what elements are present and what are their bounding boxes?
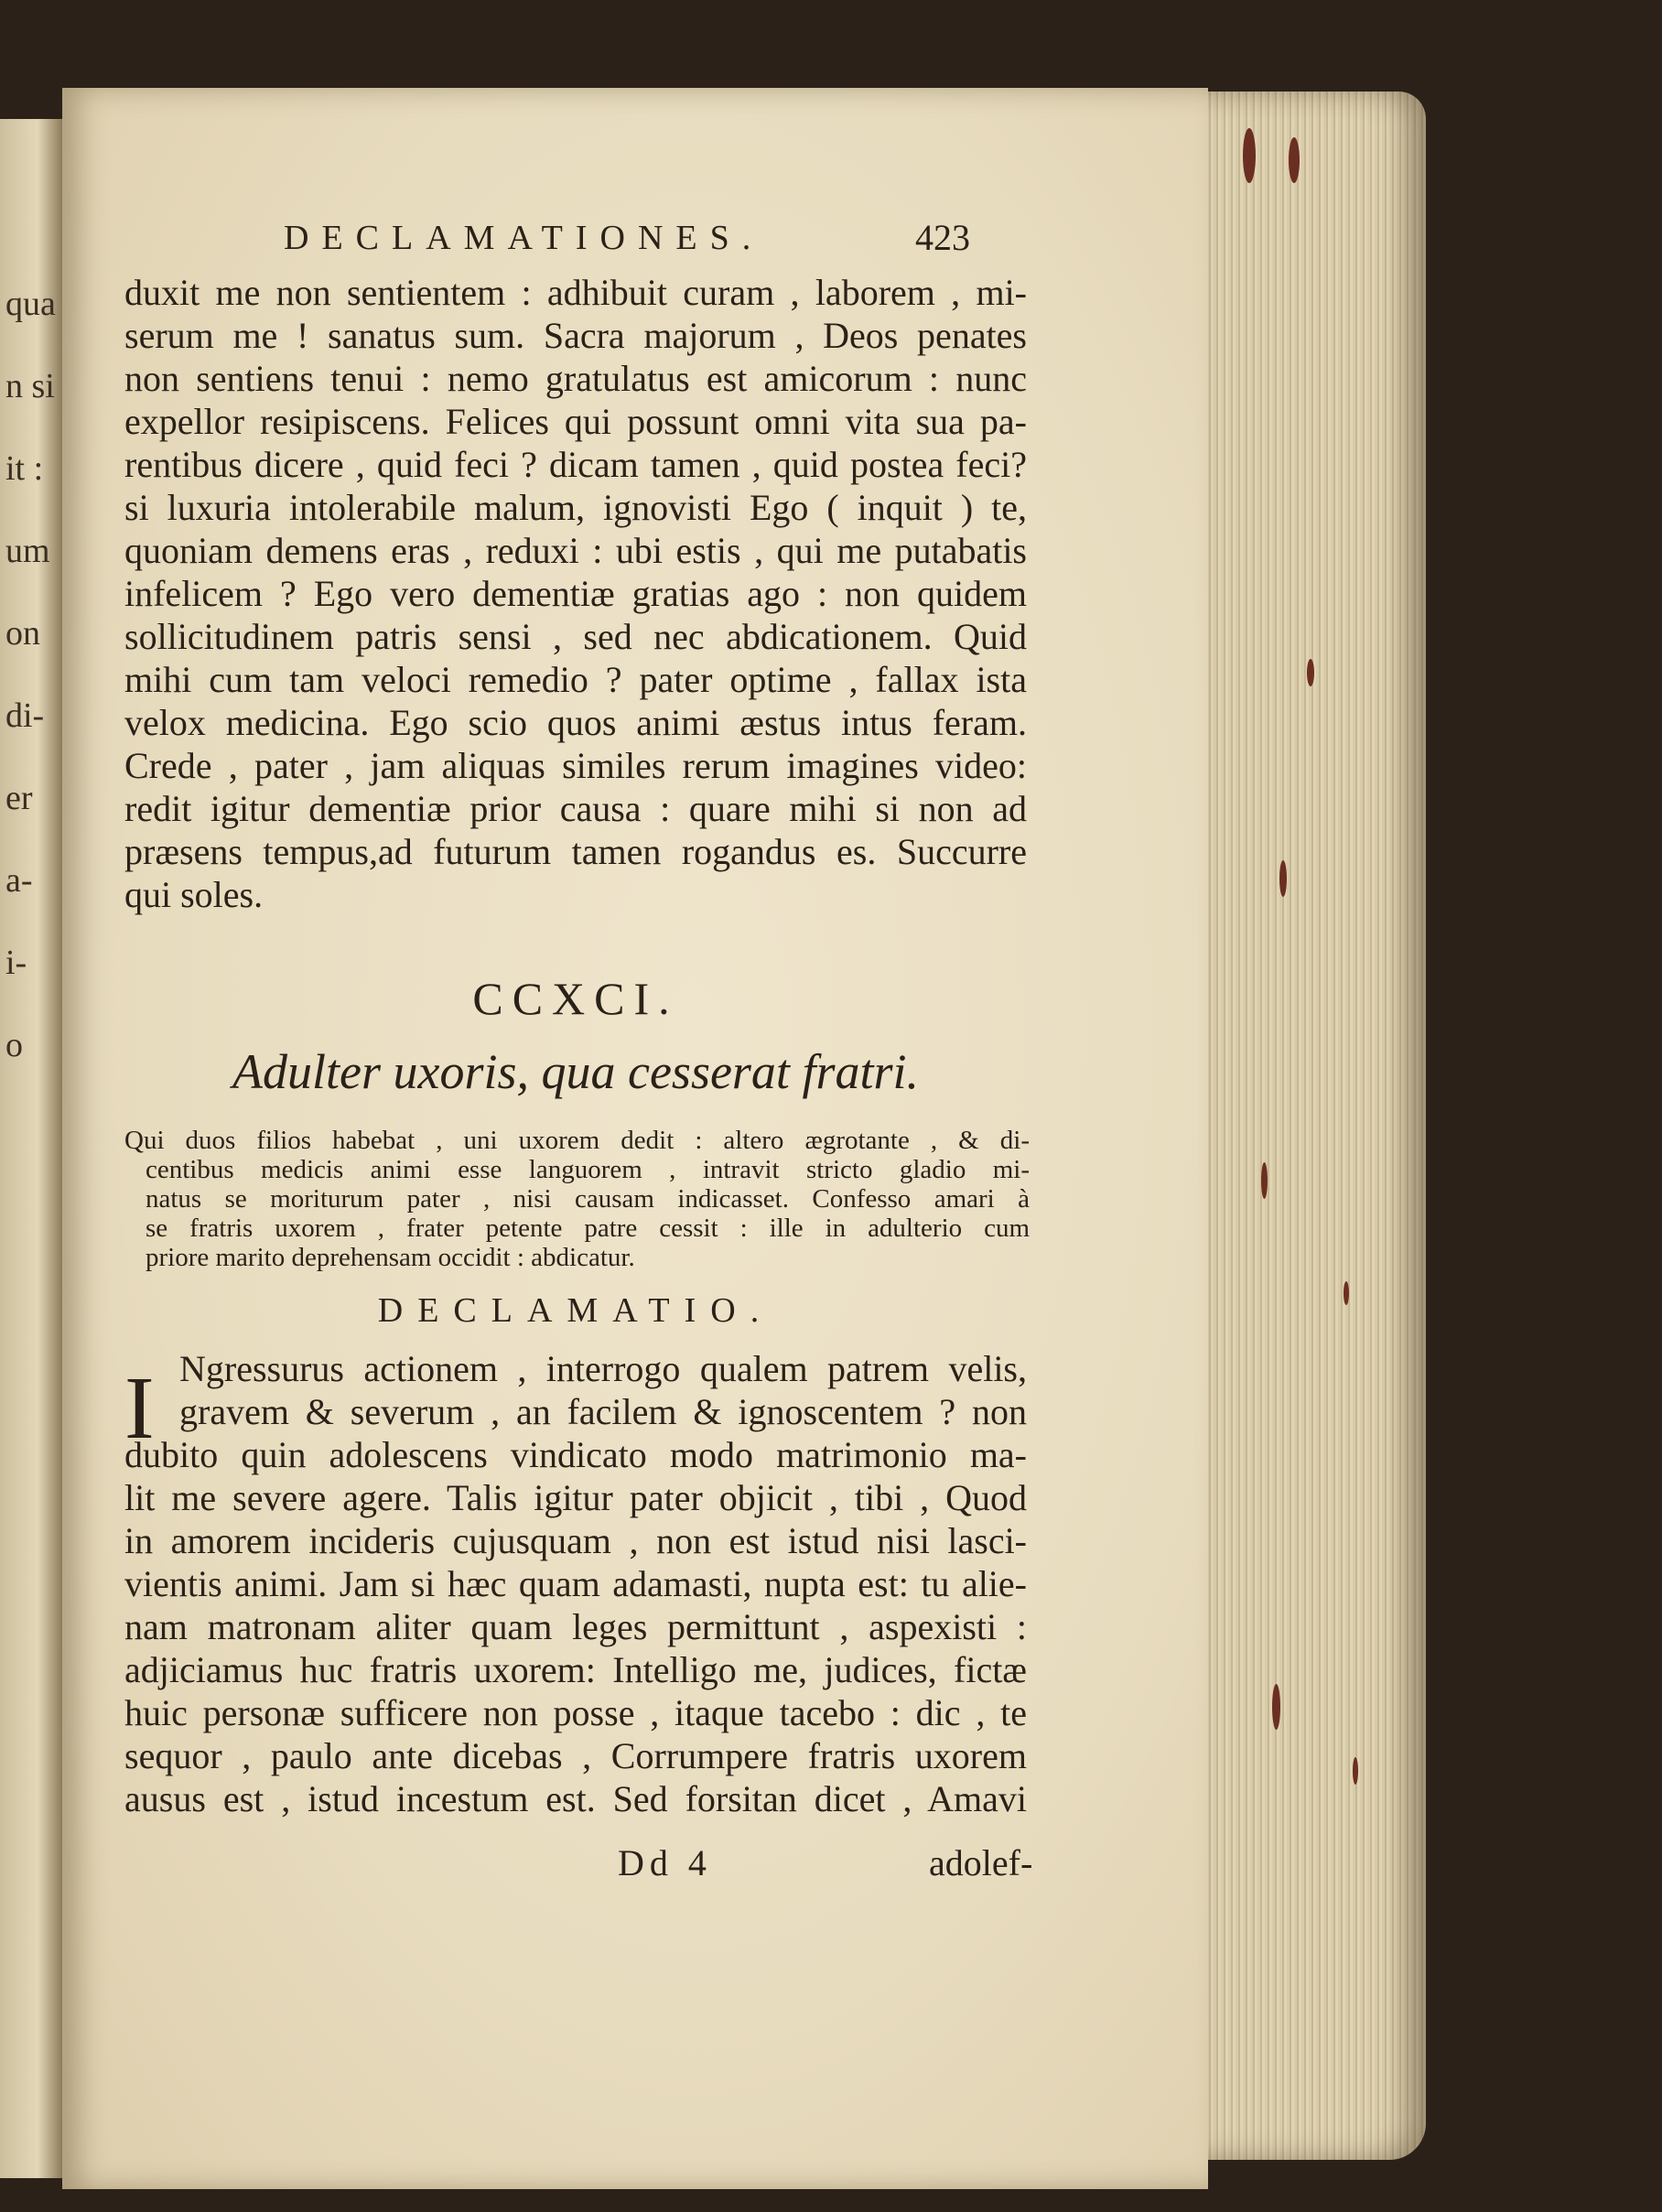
left-page-fragment: qua <box>5 285 56 323</box>
text-line: duxit me non sentientem : adhibuit curam , laborem , mi- <box>124 272 1027 313</box>
left-page-fragment: i- <box>5 944 27 982</box>
text-line: adjiciamus huc fratris uxorem: Intelligo me, judices, fictæ <box>124 1649 1027 1690</box>
text-line: qui soles. <box>124 874 264 915</box>
text-line: gravem & severum , an facilem & ignoscentem ? non <box>179 1391 1027 1432</box>
text-line: Crede , pater , jam aliquas similes rerum imagines video: <box>124 745 1027 786</box>
signature-mark: Dd 4 <box>618 1842 712 1883</box>
foxing-spot <box>1243 128 1256 183</box>
drop-cap: I <box>124 1359 155 1458</box>
text-line: sollicitudinem patris sensi , sed nec abdicationem. Quid <box>124 616 1027 657</box>
foxing-spot <box>1272 1684 1280 1730</box>
text-line: huic personæ sufficere non posse , itaque tacebo : dic , te <box>124 1692 1027 1733</box>
page-edges <box>1206 92 1426 2160</box>
facing-left-page <box>0 119 62 2178</box>
foxing-spot <box>1307 659 1314 686</box>
text-line: lit me severe agere. Talis igitur pater objicit , tibi , Quod <box>124 1477 1027 1518</box>
text-line: nam matronam aliter quam leges permittunt , aspexisti : <box>124 1606 1027 1647</box>
text-line: velox medicina. Ego scio quos animi æstus intus feram. <box>124 702 1027 743</box>
running-title: DECLAMATIONES. <box>284 219 764 257</box>
argument-line: se fratris uxorem , frater petente patre cessit : ille in adulterio cum <box>146 1214 1030 1243</box>
foxing-spot <box>1353 1757 1358 1785</box>
text-line: infelicem ? Ego vero dementiæ gratias ago : non quidem <box>124 573 1027 614</box>
catchword: adolef- <box>929 1842 1033 1883</box>
foxing-spot <box>1279 860 1287 897</box>
left-page-fragment: on <box>5 614 40 653</box>
text-line: mihi cum tam veloci remedio ? pater optime , fallax ista <box>124 659 1027 700</box>
declamatio-heading: DECLAMATIO. <box>377 1291 774 1330</box>
text-line: Ngressurus actionem , interrogo qualem patrem velis, <box>179 1348 1027 1389</box>
text-line: serum me ! sanatus sum. Sacra majorum , Deos penates <box>124 315 1027 356</box>
argument-line: natus se moriturum pater , nisi causam indicasset. Confesso amari à <box>146 1184 1030 1214</box>
text-line: sequor , paulo ante dicebas , Corrumpere fratris uxorem <box>124 1735 1027 1776</box>
foxing-spot <box>1289 137 1300 183</box>
text-line: vientis animi. Jam si hæc quam adamasti, nupta est: tu alie- <box>124 1563 1027 1604</box>
text-line: ausus est , istud incestum est. Sed forsitan dicet , Amavi <box>124 1778 1027 1819</box>
left-page-fragment: n si <box>5 367 55 405</box>
text-line: quoniam demens eras , reduxi : ubi estis , qui me putabatis <box>124 530 1027 571</box>
text-line: redit igitur dementiæ prior causa : quare mihi si non ad <box>124 788 1027 829</box>
left-page-fragment: a- <box>5 861 33 900</box>
left-page-fragment: di- <box>5 696 45 735</box>
left-page-fragment: er <box>5 779 33 817</box>
left-page-fragment: um <box>5 532 50 570</box>
argument-line: priore marito deprehensam occidit : abdicatur. <box>146 1243 635 1272</box>
text-line: non sentiens tenui : nemo gratulatus est amicorum : nunc <box>124 358 1027 399</box>
section-title: Adulter uxoris, qua cesserat fratri. <box>232 1044 919 1099</box>
page-number: 423 <box>915 217 970 258</box>
text-line: rentibus dicere , quid feci ? dicam tamen , quid postea feci? <box>124 444 1027 485</box>
text-line: dubito quin adolescens vindicato modo matrimonio ma- <box>124 1434 1027 1475</box>
argument-line: centibus medicis animi esse languorem , intravit stricto gladio mi- <box>146 1155 1030 1184</box>
section-number: CCXCI. <box>472 973 679 1024</box>
foxing-spot <box>1344 1281 1349 1305</box>
text-line: in amorem incideris cujusquam , non est istud nisi lasci- <box>124 1520 1027 1561</box>
text-line: præsens tempus,ad futurum tamen rogandus es. Succurre <box>124 831 1027 872</box>
text-line: si luxuria intolerabile malum, ignovisti Ego ( inquit ) te, <box>124 487 1027 528</box>
text-line: expellor resipiscens. Felices qui possunt omni vita sua pa- <box>124 401 1027 442</box>
argument-line: Qui duos filios habebat , uni uxorem dedit : altero ægrotante , & di- <box>124 1126 1030 1155</box>
left-page-fragment: o <box>5 1026 23 1064</box>
foxing-spot <box>1261 1162 1268 1199</box>
left-page-fragment: it : <box>5 449 44 488</box>
